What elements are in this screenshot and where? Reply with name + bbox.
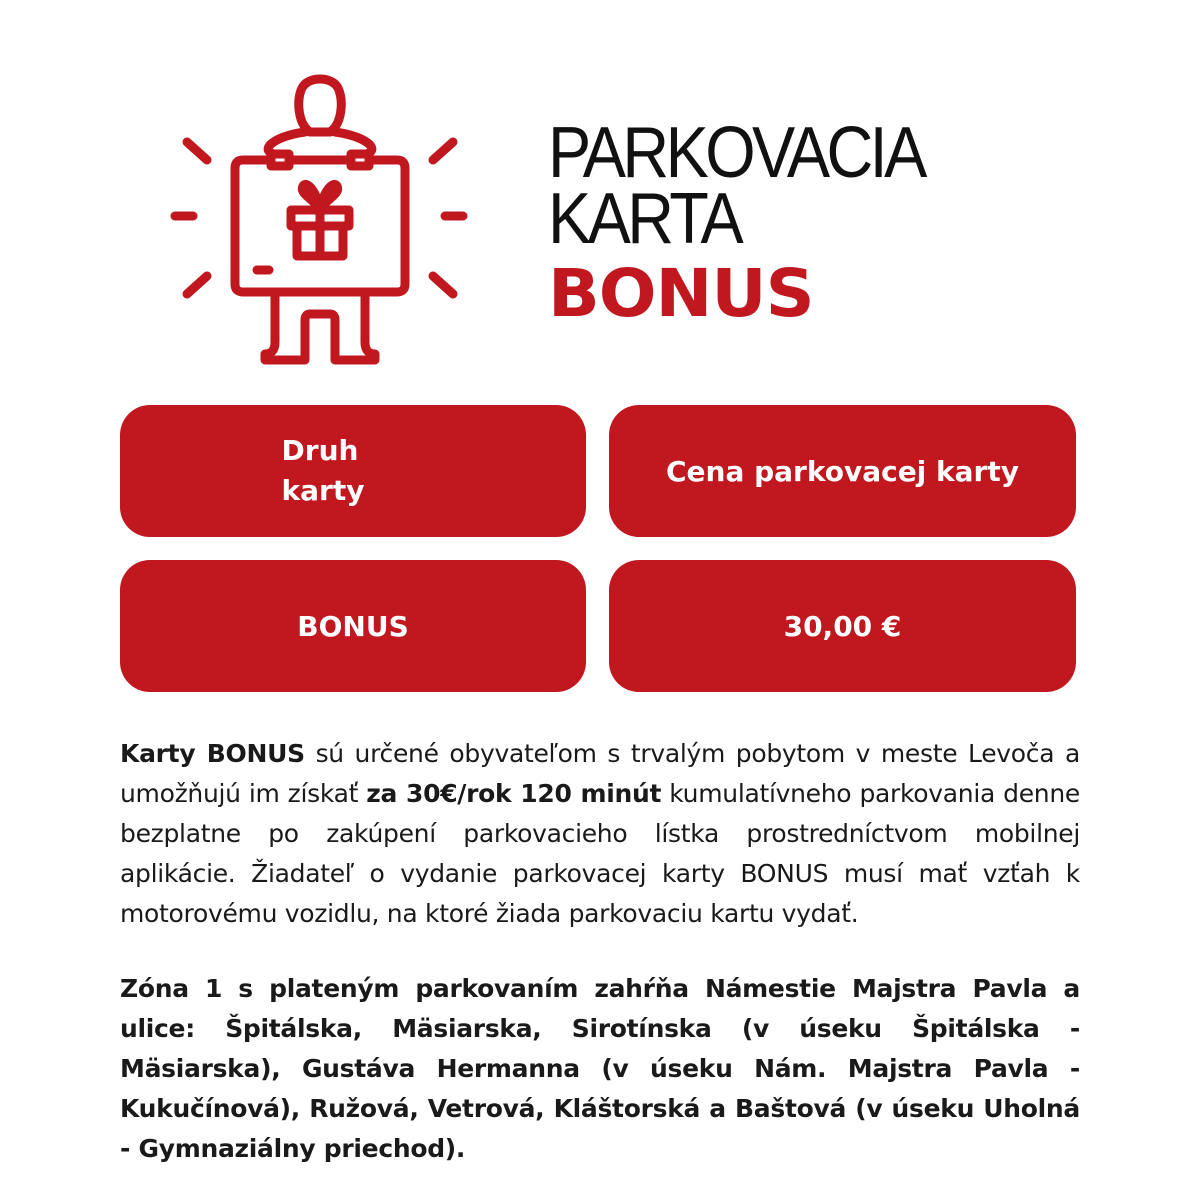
card-type-value-label: BONUS — [297, 609, 409, 643]
description-bold-start: Karty BONUS — [120, 739, 305, 768]
card-price-value — [609, 560, 1076, 692]
zone-paragraph: Zóna 1 s plateným parkovaním zahŕňa Námestie Majstra Pavla a ulice: Špitálska, Mäsiarska, Sirotínska (v úseku Špitálska - Mäsiarska), Gustáva Hermanna (v úseku Nám. Majstra Pavla - Kukučínová), Ružová, Vetrová, Kláštorská a Baštová (v úseku Uholná - Gymnaziálny priechod). — [120, 974, 1080, 1163]
page-title — [548, 113, 1068, 332]
card-price-header — [609, 405, 1076, 537]
card-price-value-label: 30,00 € — [783, 609, 902, 643]
title-accent: BONUS — [548, 255, 814, 332]
card-type-header — [120, 405, 586, 537]
title-line-1: PARKOVACIA — [548, 113, 924, 193]
card-type-header-line1: Druh — [281, 434, 359, 467]
card-type-value — [120, 560, 586, 692]
person-holding-gift-card-icon — [165, 70, 475, 370]
card-type-header-line2: karty — [281, 474, 365, 507]
title-line-2: KARTA — [548, 179, 741, 259]
description-paragraph — [120, 734, 1080, 934]
description-text-1: sú určené obyvateľom s trvalým pobytom v meste Levoča a umožňujú im získať — [120, 739, 1081, 808]
description-bold-mid: za 30€/rok 120 minút — [366, 779, 662, 808]
card-price-header-label: Cena parkovacej karty — [665, 454, 1019, 488]
description-text-2: kumulatívneho parkovania denne bezplatne po zakúpení parkovacieho lístka prostredníctvom mobilnej aplikácie. Žiadateľ o vydanie parkovacej karty BONUS musí mať vzťah k motorovému vozidlu, na ktoré žiada parkovaciu kartu vydať. — [120, 779, 1080, 928]
